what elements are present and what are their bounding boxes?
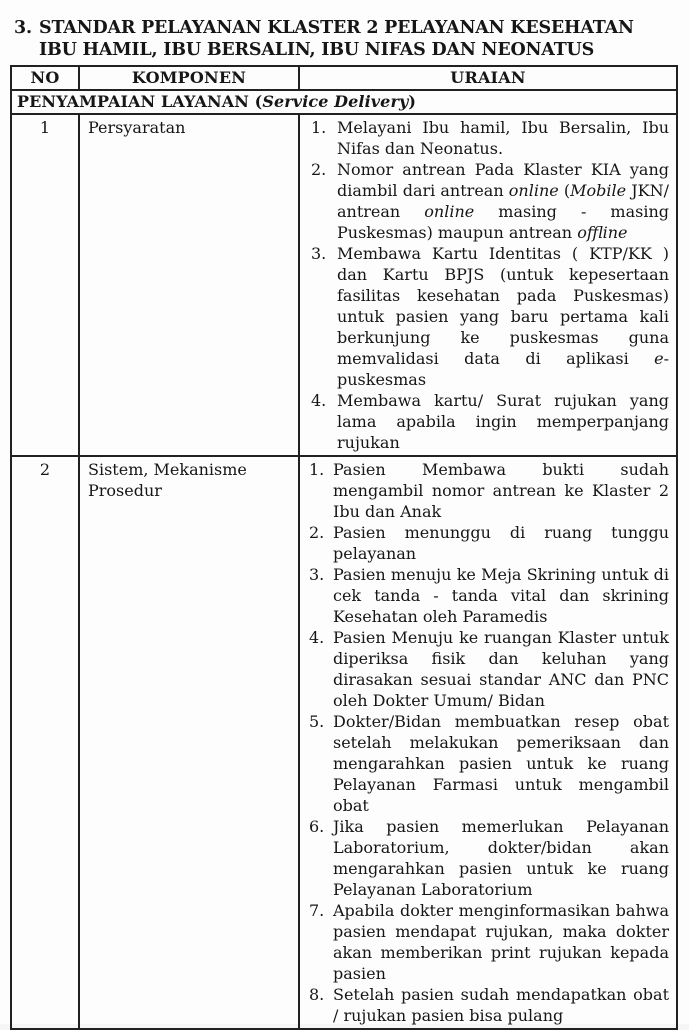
list-item-number: 7. — [309, 901, 325, 920]
list-item-number: 5. — [309, 712, 325, 731]
list-item-number: 4. — [309, 628, 325, 647]
uraian-list — [306, 117, 669, 453]
list-item — [306, 627, 669, 711]
list-item-number: 1. — [309, 460, 325, 479]
list-item-text: Dokter/Bidan membuatkan resep obat setelah melakukan pemeriksaan dan mengarahkan pasien untuk ke ruang Pelayanan Farmasi untuk mengambil obat — [333, 712, 669, 815]
list-item — [306, 816, 669, 900]
section-title: PENYAMPAIAN LAYANAN (Service Delivery) — [11, 90, 677, 114]
list-item-text: Membawa kartu/ Surat rujukan yang lama apabila ingin memperpanjang rujukan — [337, 391, 669, 452]
list-item — [306, 159, 669, 243]
list-item-text: Pasien Menuju ke ruangan Klaster untuk diperiksa fisik dan keluhan yang dirasakan sesuai standar ANC dan PNC oleh Dokter Umum/ Bidan — [333, 628, 669, 710]
list-item — [306, 522, 669, 564]
table-row-persyaratan — [11, 114, 677, 456]
row-komponen: Persyaratan — [79, 114, 299, 456]
table-header-row — [11, 66, 677, 90]
list-item-number: 3. — [309, 565, 325, 584]
title-number: 3. — [14, 18, 32, 38]
column-header-no: NO — [11, 66, 79, 90]
list-item-number: 3. — [311, 244, 327, 263]
list-item-text: Pasien Membawa bukti sudah mengambil nomor antrean ke Klaster 2 Ibu dan Anak — [333, 460, 669, 521]
list-item — [306, 390, 669, 453]
list-item — [306, 117, 669, 159]
list-item-text: Apabila dokter menginformasikan bahwa pasien mendapat rujukan, maka dokter akan memberikan print rujukan kepada pasien — [333, 901, 669, 983]
list-item-text: Membawa Kartu Identitas ( KTP/KK ) dan Kartu BPJS (untuk kepesertaan fasilitas kesehatan pada Puskesmas) untuk pasien yang baru pertama kali berkunjung ke puskesmas guna memvalidasi data di aplikasi e-puskesmas — [337, 244, 669, 389]
list-item-number: 1. — [311, 118, 327, 137]
list-item-number: 8. — [309, 985, 325, 1004]
title-text: STANDAR PELAYANAN KLASTER 2 PELAYANAN KESEHATAN IBU HAMIL, IBU BERSALIN, IBU NIFAS DAN NEONATUS — [39, 18, 634, 60]
row-uraian — [299, 456, 677, 1029]
list-item-text: Pasien menunggu di ruang tunggu pelayanan — [333, 523, 669, 563]
uraian-list — [306, 459, 669, 1026]
list-item-text: Pasien menuju ke Meja Skrining untuk di cek tanda - tanda vital dan skrining Kesehatan oleh Paramedis — [333, 565, 669, 626]
list-item — [306, 984, 669, 1026]
document-title — [14, 17, 678, 61]
list-item-number: 6. — [309, 817, 325, 836]
list-item — [306, 243, 669, 390]
service-standard-table — [10, 65, 678, 1030]
table-row-sistem-mekanisme — [11, 456, 677, 1029]
list-item-text: Setelah pasien sudah mendapatkan obat / rujukan pasien bisa pulang — [333, 985, 669, 1025]
row-komponen: Sistem, Mekanisme Prosedur — [79, 456, 299, 1029]
list-item-text: Jika pasien memerlukan Pelayanan Laboratorium, dokter/bidan akan mengarahkan pasien untuk ke ruang Pelayanan Laboratorium — [333, 817, 669, 899]
row-uraian — [299, 114, 677, 456]
list-item — [306, 564, 669, 627]
list-item — [306, 711, 669, 816]
list-item — [306, 459, 669, 522]
list-item-number: 4. — [311, 391, 327, 410]
column-header-uraian: URAIAN — [299, 66, 677, 90]
list-item-text: Melayani Ibu hamil, Ibu Bersalin, Ibu Nifas dan Neonatus. — [337, 118, 669, 158]
row-number: 2 — [11, 456, 79, 1029]
section-row — [11, 90, 677, 114]
column-header-komponen: KOMPONEN — [79, 66, 299, 90]
list-item-text: Nomor antrean Pada Klaster KIA yang diambil dari antrean online (Mobile JKN/ antrean online masing - masing Puskesmas) maupun antrean offline — [337, 160, 669, 242]
list-item — [306, 900, 669, 984]
list-item-number: 2. — [311, 160, 327, 179]
list-item-number: 2. — [309, 523, 325, 542]
row-number: 1 — [11, 114, 79, 456]
